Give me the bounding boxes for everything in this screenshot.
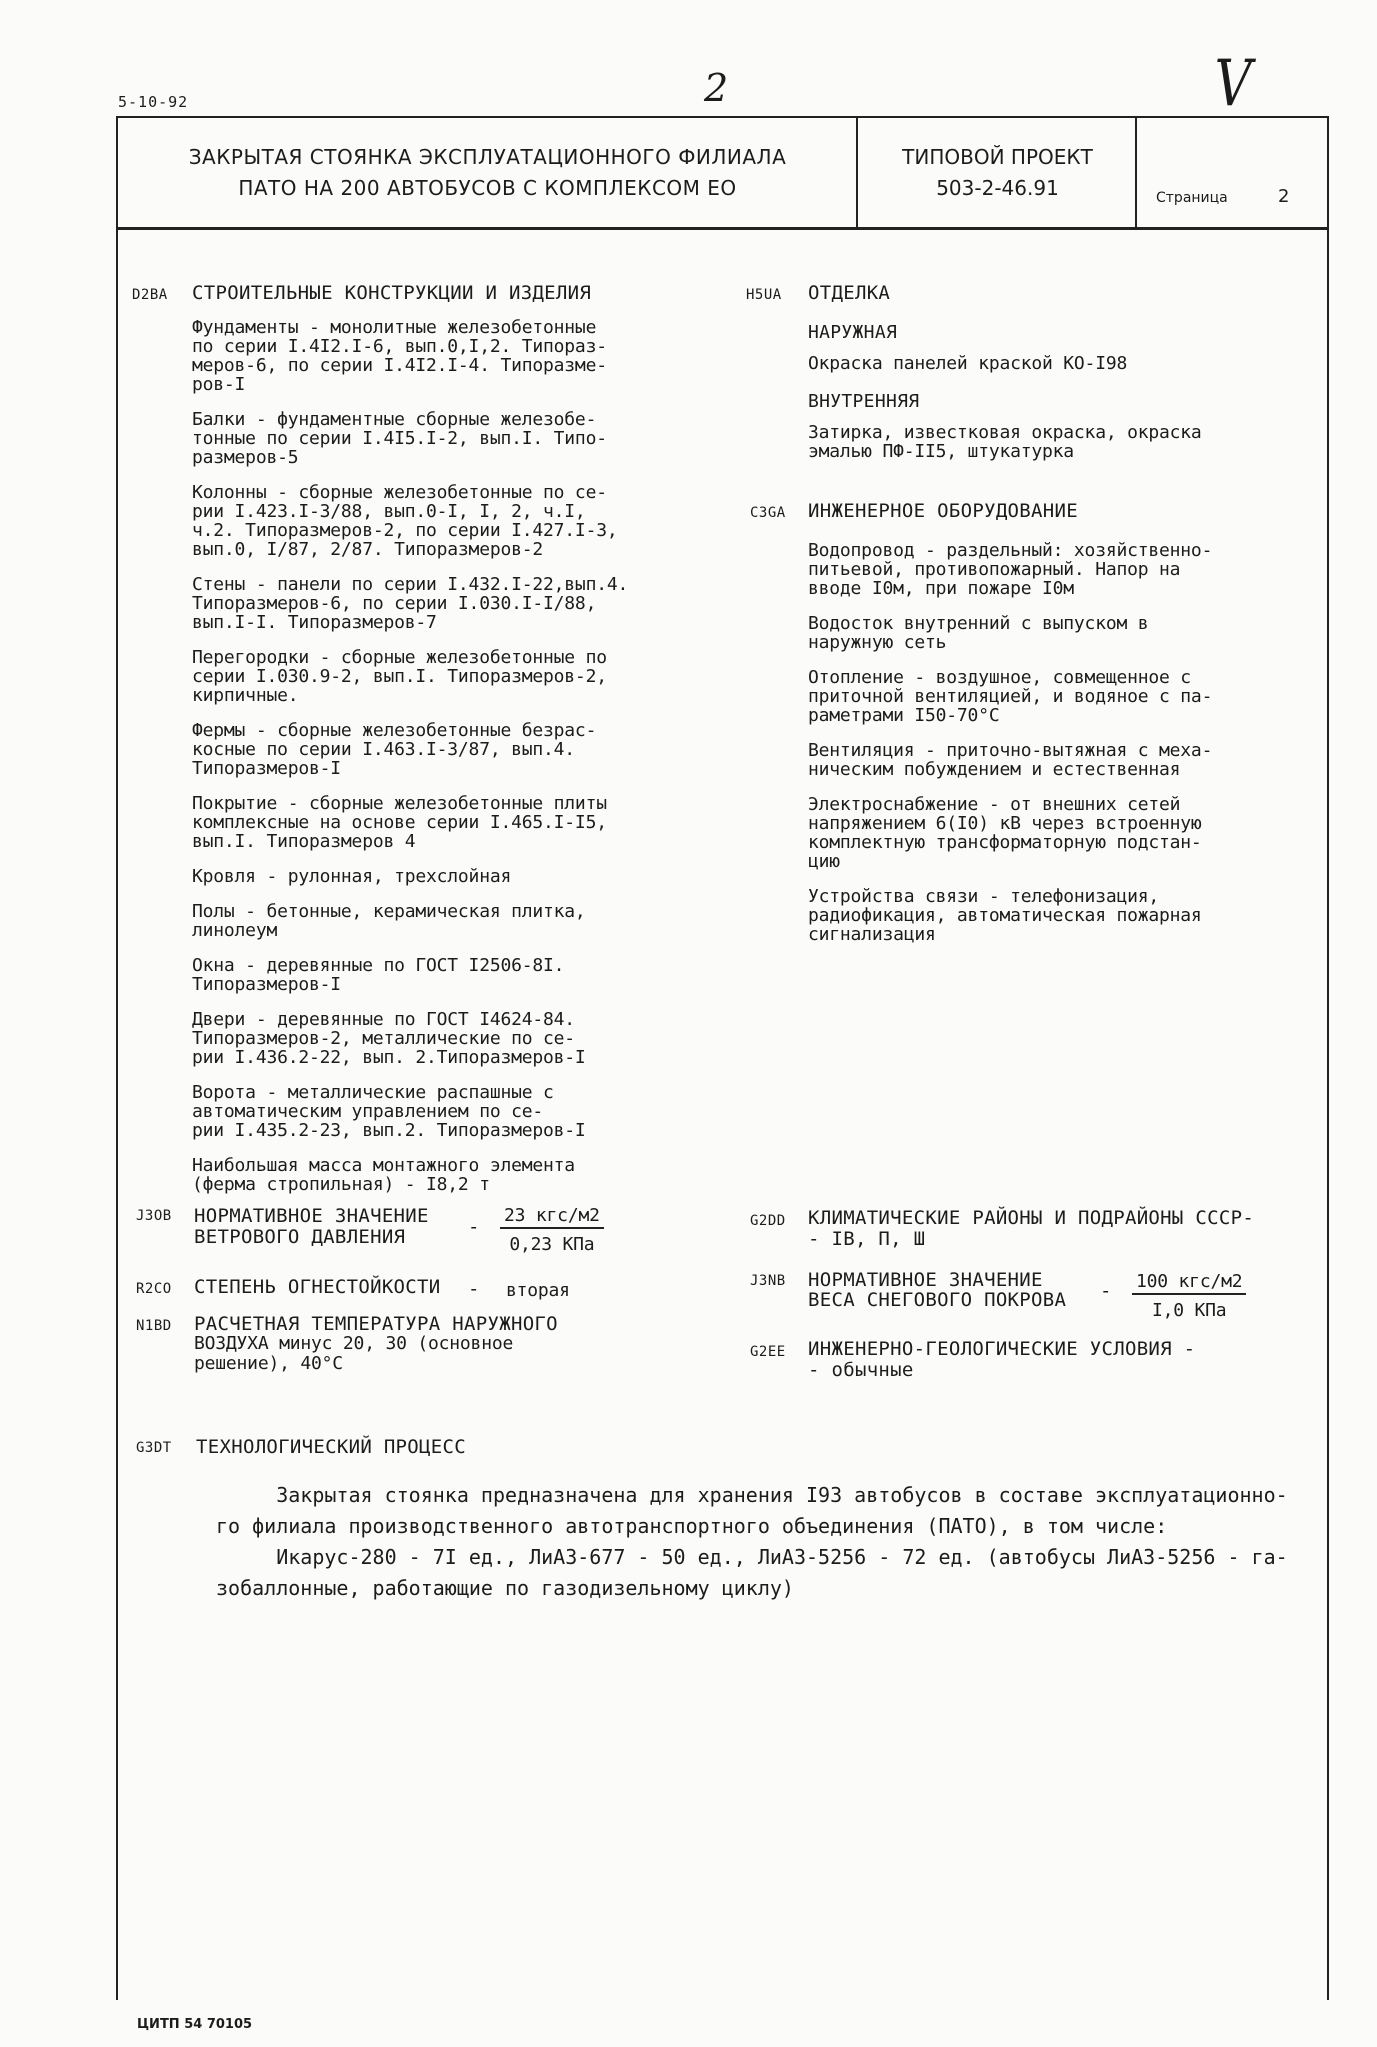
text-line: Типоразмеров-6, по серии I.030.I-I/88,	[192, 593, 597, 614]
list-item	[192, 318, 712, 394]
list-item	[192, 721, 712, 778]
text-line: серии I.030.9-2, вып.I. Типоразмеров-2,	[192, 666, 607, 687]
list-item	[808, 541, 1288, 598]
technology-text	[216, 1480, 1296, 1604]
text-line: Отопление - воздушное, совмещенное с	[808, 667, 1191, 688]
text-line: комплексные на основе серии I.465.I-I5,	[192, 812, 607, 833]
finishing-outer-text: Окраска панелей краской КО-I98	[808, 353, 1128, 374]
text-line: вып.I. Типоразмеров 4	[192, 831, 416, 852]
list-item	[192, 648, 712, 705]
text-line: - IВ, П, Ш	[808, 1228, 926, 1250]
snow-title	[808, 1270, 1066, 1310]
text-line: Окна - деревянные по ГОСТ I2506-8I.	[192, 955, 565, 976]
text-line: кирпичные.	[192, 685, 299, 706]
section-code: J3OB	[136, 1208, 172, 1224]
section-code: R2CO	[136, 1281, 172, 1297]
text-line: раметрами I50-70°С	[808, 705, 1000, 726]
text-line: Икарус-280 - 7I ед., ЛиАЗ-677 - 50 ед., ЛиАЗ-5256 - 72 ед. (автобусы ЛиАЗ-5256 - га-	[216, 1545, 1288, 1569]
snow-value	[1132, 1272, 1246, 1320]
text-line: напряжением 6(I0) кВ через встроенную	[808, 813, 1202, 834]
subsection-label: ВНУТРЕННЯЯ	[808, 391, 920, 412]
text-line: (ферма стропильная) - I8,2 т	[192, 1174, 490, 1195]
page-label: Страница	[1156, 190, 1228, 206]
dash: -	[468, 1216, 480, 1238]
project-label: ТИПОВОЙ ПРОЕКТ	[902, 145, 1093, 169]
section-code: G2EE	[750, 1344, 786, 1360]
title-divider	[856, 116, 858, 230]
text-line: Двери - деревянные по ГОСТ I4624-84.	[192, 1009, 575, 1030]
text-line: комплектную трансформаторную подстан-	[808, 832, 1202, 853]
value-bottom: 0,23 КПа	[509, 1234, 595, 1255]
text-line: вводе I0м, при пожаре I0м	[808, 578, 1074, 599]
wind-title	[194, 1206, 429, 1248]
title-line: ПАТО НА 200 АВТОБУСОВ С КОМПЛЕКСОМ ЕО	[238, 176, 737, 200]
project-info	[860, 142, 1135, 204]
value-top: 23 кгс/м2	[500, 1206, 604, 1229]
geology-text	[808, 1339, 1195, 1381]
list-item	[808, 795, 1288, 871]
text-line: рии I.436.2-22, вып. 2.Типоразмеров-I	[192, 1047, 586, 1068]
title-divider	[1135, 116, 1137, 230]
text-line: меров-6, по серии I.4I2.I-4. Типоразме-	[192, 355, 607, 376]
text-line: эмалью ПФ-II5, штукатурка	[808, 441, 1074, 462]
list-item	[192, 956, 712, 994]
subsection-label: НАРУЖНАЯ	[808, 322, 898, 343]
list-item	[192, 867, 712, 886]
text-line: Фундаменты - монолитные железобетонные	[192, 317, 597, 338]
text-line: НОРМАТИВНОЕ ЗНАЧЕНИЕ	[808, 1269, 1043, 1291]
text-line: Закрытая стоянка предназначена для хранения I93 автобусов в составе эксплуатационно-	[216, 1483, 1288, 1507]
list-item	[808, 614, 1288, 652]
text-line: Затирка, известковая окраска, окраска	[808, 422, 1202, 443]
text-line: ВЕТРОВОГО ДАВЛЕНИЯ	[194, 1226, 406, 1248]
text-line: Перегородки - сборные железобетонные по	[192, 647, 607, 668]
text-line: Полы - бетонные, керамическая плитка,	[192, 901, 586, 922]
text-line: по серии I.4I2.I-6, вып.0,I,2. Типораз-	[192, 336, 607, 357]
text-line: автоматическим управлением по се-	[192, 1101, 544, 1122]
text-line: зобаллонные, работающие по газодизельному циклу)	[216, 1576, 794, 1600]
text-line: цию	[808, 851, 840, 872]
text-line: Покрытие - сборные железобетонные плиты	[192, 793, 607, 814]
section-code: N1BD	[136, 1318, 172, 1334]
sheet-number: 2	[704, 66, 729, 110]
equipment-list	[808, 541, 1288, 960]
wind-value	[500, 1206, 604, 1254]
text-line: ническим побуждением и естественная	[808, 759, 1181, 780]
text-line: ров-I	[192, 374, 246, 395]
text-line: КЛИМАТИЧЕСКИЕ РАЙОНЫ И ПОДРАЙОНЫ СССР-	[808, 1207, 1255, 1229]
title-line: ЗАКРЫТАЯ СТОЯНКА ЭКСПЛУАТАЦИОННОГО ФИЛИАЛА	[188, 145, 787, 169]
text-line: Электроснабжение - от внешних сетей	[808, 794, 1181, 815]
text-line: ВЕСА СНЕГОВОГО ПОКРОВА	[808, 1289, 1067, 1311]
text-line: питьевой, противопожарный. Напор на	[808, 559, 1181, 580]
document-date: 5-10-92	[118, 93, 189, 111]
finishing-inner-text	[808, 423, 1202, 461]
text-line: Балки - фундаментные сборные железобе-	[192, 409, 597, 430]
text-line: рии I.423.I-3/88, вып.0-I, I, 2, ч.I,	[192, 501, 586, 522]
section-title: ИНЖЕНЕРНОЕ ОБОРУДОВАНИЕ	[808, 500, 1078, 522]
list-item	[192, 794, 712, 851]
list-item	[192, 575, 712, 632]
text-line: вып.I-I. Типоразмеров-7	[192, 612, 437, 633]
project-number: 503-2-46.91	[936, 176, 1059, 200]
text-line: Кровля - рулонная, трехслойная	[192, 866, 512, 887]
fire-title: СТЕПЕНЬ ОГНЕСТОЙКОСТИ	[194, 1276, 441, 1298]
list-item	[808, 668, 1288, 725]
list-item	[808, 741, 1288, 779]
text-line: Наибольшая масса монтажного элемента	[192, 1155, 575, 1176]
section-title: ОТДЕЛКА	[808, 282, 891, 304]
text-line: радиофикация, автоматическая пожарная	[808, 905, 1202, 926]
section-code: C3GA	[750, 505, 786, 521]
section-code: J3NB	[750, 1273, 786, 1289]
text-line: ИНЖЕНЕРНО-ГЕОЛОГИЧЕСКИЕ УСЛОВИЯ -	[808, 1338, 1196, 1360]
climate-text	[808, 1208, 1254, 1250]
text-line: го филиала производственного автотранспортного объединения (ПАТО), в том числе:	[216, 1514, 1168, 1538]
text-line: линолеум	[192, 920, 278, 941]
text-line: вып.0, I/87, 2/87. Типоразмеров-2	[192, 539, 544, 560]
text-line: Водосток внутренний с выпуском в	[808, 613, 1149, 634]
text-line: Вентиляция - приточно-вытяжная с меха-	[808, 740, 1213, 761]
text-line: ВОЗДУХА минус 20, 30 (основное	[194, 1333, 514, 1354]
list-item	[192, 1083, 712, 1140]
section-title: ТЕХНОЛОГИЧЕСКИЙ ПРОЦЕСС	[196, 1436, 466, 1458]
text-line: НОРМАТИВНОЕ ЗНАЧЕНИЕ	[194, 1205, 429, 1227]
text-line: тонные по серии I.4I5.I-2, вып.I. Типо-	[192, 428, 607, 449]
value-top: 100 кгс/м2	[1132, 1272, 1246, 1295]
text-line: Стены - панели по серии I.432.I-22,вып.4.	[192, 574, 629, 595]
text-line: наружную сеть	[808, 632, 947, 653]
list-item	[192, 902, 712, 940]
text-line: косные по серии I.463.I-3/87, вып.4.	[192, 739, 575, 760]
frame-border	[1327, 230, 1329, 2000]
text-line: рии I.435.2-23, вып.2. Типоразмеров-I	[192, 1120, 586, 1141]
footer-stamp: ЦИТП 54 70105	[137, 2017, 253, 2032]
text-line: Типоразмеров-I	[192, 974, 341, 995]
section-code: G2DD	[750, 1213, 786, 1229]
dash: -	[468, 1278, 480, 1300]
text-line: РАСЧЕТНАЯ ТЕМПЕРАТУРА НАРУЖНОГО	[194, 1313, 558, 1335]
list-item	[192, 410, 712, 467]
text-line: - обычные	[808, 1359, 914, 1381]
text-line: решение), 40°С	[194, 1353, 343, 1374]
list-item	[192, 1156, 712, 1194]
list-item	[192, 483, 712, 559]
text-line: ч.2. Типоразмеров-2, по серии I.427.I-3,	[192, 520, 618, 541]
section-code: D2BA	[132, 287, 168, 303]
temperature-text	[194, 1314, 558, 1374]
section-title: СТРОИТЕЛЬНЫЕ КОНСТРУКЦИИ И ИЗДЕЛИЯ	[192, 282, 592, 304]
fire-value: вторая	[506, 1280, 570, 1301]
construction-list	[192, 318, 712, 1210]
text-line: Колонны - сборные железобетонные по се-	[192, 482, 607, 503]
section-code: G3DT	[136, 1440, 172, 1456]
text-line: Устройства связи - телефонизация,	[808, 886, 1160, 907]
value-bottom: I,0 КПа	[1151, 1300, 1227, 1321]
text-line: размеров-5	[192, 447, 299, 468]
page-number: 2	[1278, 186, 1290, 207]
text-line: Типоразмеров-I	[192, 758, 341, 779]
text-line: Водопровод - раздельный: хозяйственно-	[808, 540, 1213, 561]
text-line: приточной вентиляцией, и водяное с па-	[808, 686, 1213, 707]
section-code: H5UA	[746, 287, 782, 303]
list-item	[808, 887, 1288, 944]
text-line: Типоразмеров-2, металлические по се-	[192, 1028, 575, 1049]
text-line: Фермы - сборные железобетонные безрас-	[192, 720, 597, 741]
check-mark: V	[1214, 47, 1252, 121]
frame-border	[116, 230, 118, 2000]
text-line: Ворота - металлические распашные с	[192, 1082, 554, 1103]
list-item	[192, 1010, 712, 1067]
text-line: сигнализация	[808, 924, 936, 945]
dash: -	[1100, 1280, 1112, 1302]
document-title	[120, 142, 855, 204]
